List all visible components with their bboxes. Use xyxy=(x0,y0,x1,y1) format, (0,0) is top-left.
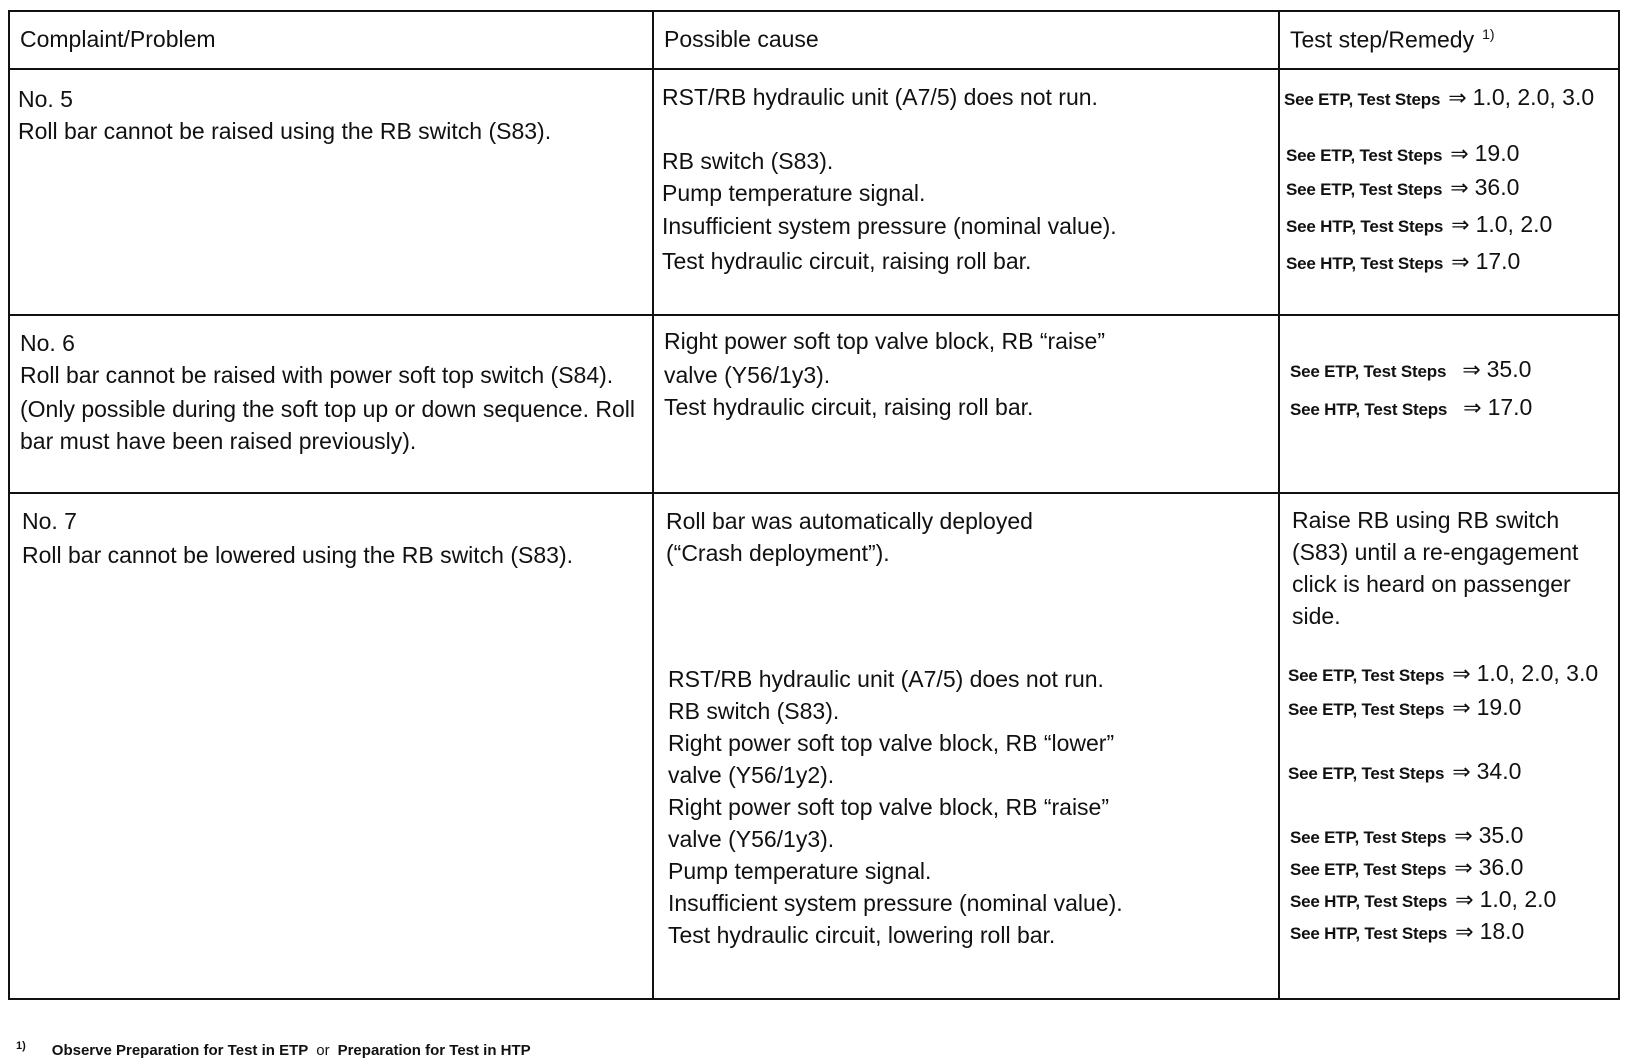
remedy-cell xyxy=(1279,315,1619,493)
remedy-cell xyxy=(1279,493,1619,999)
arrow-right-icon: ⇒ xyxy=(1463,395,1482,420)
arrow-right-icon: ⇒ xyxy=(1462,357,1481,382)
cause-line: Right power soft top valve block, RB “lower” xyxy=(668,730,1115,756)
complaint-text: bar must have been raised previously). xyxy=(20,428,417,454)
cause-line: RST/RB hydraulic unit (A7/5) does not run. xyxy=(668,666,1104,692)
arrow-right-icon: ⇒ xyxy=(1450,175,1469,200)
remedy-text: click is heard on passenger xyxy=(1292,571,1571,597)
cause-cell xyxy=(653,493,1279,999)
remedy-text: Raise RB using RB switch xyxy=(1292,507,1560,533)
cause-line: Right power soft top valve block, RB “raise” xyxy=(664,328,1106,354)
header-test-step-remedy: Test step/Remedy $^{1)}$ xyxy=(1279,11,1619,69)
arrow-right-icon: ⇒ xyxy=(1455,919,1474,944)
footnote-or: or xyxy=(316,1042,330,1059)
cause-line: Insufficient system pressure (nominal value). xyxy=(662,213,1117,239)
complaint-number: No. 5 xyxy=(18,86,73,112)
footnote-text-htp: Preparation for Test in HTP xyxy=(337,1042,531,1059)
arrow-right-icon: ⇒ xyxy=(1450,141,1469,166)
cause-line: RST/RB hydraulic unit (A7/5) does not run. xyxy=(662,84,1098,110)
test-step-ref: See HTP, Test Steps ⇒ 1.0, 2.0 xyxy=(1290,886,1557,912)
table-row xyxy=(9,69,1619,315)
footnote-mark: 1) xyxy=(1482,26,1495,42)
arrow-right-icon: ⇒ xyxy=(1451,212,1470,237)
footnote-text-etp: Observe Preparation for Test in ETP xyxy=(51,1042,309,1059)
complaint-text: Roll bar cannot be raised with power soft top switch (S84). xyxy=(20,362,614,388)
cause-line: Pump temperature signal. xyxy=(668,858,932,884)
footnote xyxy=(16,1040,531,1059)
test-step-ref: See ETP, Test Steps ⇒ 1.0, 2.0, 3.0 xyxy=(1284,84,1595,110)
arrow-right-icon: ⇒ xyxy=(1448,85,1467,110)
cause-line: valve (Y56/1y3). xyxy=(664,362,831,388)
problem-cell xyxy=(9,493,653,999)
complaint-text: (Only possible during the soft top up or down sequence. Roll xyxy=(20,396,635,422)
cause-line: Pump temperature signal. xyxy=(662,180,926,206)
test-step-ref: See HTP, Test Steps ⇒ 17.0 xyxy=(1286,248,1521,274)
footnote-mark: 1) xyxy=(16,1040,26,1052)
header-complaint-problem: Complaint/Problem xyxy=(9,11,653,69)
test-step-ref: See ETP, Test Steps ⇒ 35.0 xyxy=(1290,356,1532,382)
cause-line: Test hydraulic circuit, raising roll bar. xyxy=(662,248,1032,274)
cause-line: Roll bar was automatically deployed xyxy=(666,508,1033,534)
cause-line: valve (Y56/1y2). xyxy=(668,762,835,788)
cause-line: RB switch (S83). xyxy=(662,148,834,174)
table-header-row xyxy=(9,11,1619,69)
arrow-right-icon: ⇒ xyxy=(1454,823,1473,848)
remedy-text: (S83) until a re-engagement xyxy=(1292,539,1579,565)
test-step-ref: See HTP, Test Steps ⇒ 18.0 xyxy=(1290,918,1525,944)
test-step-ref: See HTP, Test Steps ⇒ 17.0 xyxy=(1290,394,1533,420)
cause-line: RB switch (S83). xyxy=(668,698,840,724)
problem-cell xyxy=(9,315,653,493)
arrow-right-icon: ⇒ xyxy=(1452,695,1471,720)
complaint-text: Roll bar cannot be lowered using the RB switch (S83). xyxy=(22,542,574,568)
test-step-ref: See ETP, Test Steps ⇒ 36.0 xyxy=(1286,174,1520,200)
complaint-text: Roll bar cannot be raised using the RB switch (S83). xyxy=(18,118,552,144)
cause-cell xyxy=(653,69,1279,315)
cause-line: Test hydraulic circuit, lowering roll bar. xyxy=(668,922,1056,948)
header-possible-cause: Possible cause xyxy=(653,11,1279,69)
problem-cell xyxy=(9,69,653,315)
table-row xyxy=(9,315,1619,493)
arrow-right-icon: ⇒ xyxy=(1451,249,1470,274)
cause-line: Right power soft top valve block, RB “raise” xyxy=(668,794,1110,820)
diagnosis-table xyxy=(8,10,1620,1000)
test-step-ref: See ETP, Test Steps ⇒ 34.0 xyxy=(1288,758,1522,784)
test-step-ref: See ETP, Test Steps ⇒ 36.0 xyxy=(1290,854,1524,880)
test-step-ref: See ETP, Test Steps ⇒ 1.0, 2.0, 3.0 xyxy=(1288,660,1599,686)
cause-line: Test hydraulic circuit, raising roll bar. xyxy=(664,394,1034,420)
test-step-ref: See ETP, Test Steps ⇒ 19.0 xyxy=(1286,140,1520,166)
complaint-number: No. 6 xyxy=(20,330,75,356)
arrow-right-icon: ⇒ xyxy=(1452,759,1471,784)
cause-line: (“Crash deployment”). xyxy=(666,540,890,566)
cause-line: Insufficient system pressure (nominal value). xyxy=(668,890,1123,916)
cause-cell xyxy=(653,315,1279,493)
cause-line: valve (Y56/1y3). xyxy=(668,826,835,852)
arrow-right-icon: ⇒ xyxy=(1452,661,1471,686)
test-step-ref: See ETP, Test Steps ⇒ 35.0 xyxy=(1290,822,1524,848)
remedy-cell xyxy=(1279,69,1619,315)
arrow-right-icon: ⇒ xyxy=(1455,887,1474,912)
arrow-right-icon: ⇒ xyxy=(1454,855,1473,880)
table-row xyxy=(9,493,1619,999)
complaint-number: No. 7 xyxy=(22,508,77,534)
remedy-text: side. xyxy=(1292,603,1341,629)
test-step-ref: See ETP, Test Steps ⇒ 19.0 xyxy=(1288,694,1522,720)
test-step-ref: See HTP, Test Steps ⇒ 1.0, 2.0 xyxy=(1286,211,1553,237)
